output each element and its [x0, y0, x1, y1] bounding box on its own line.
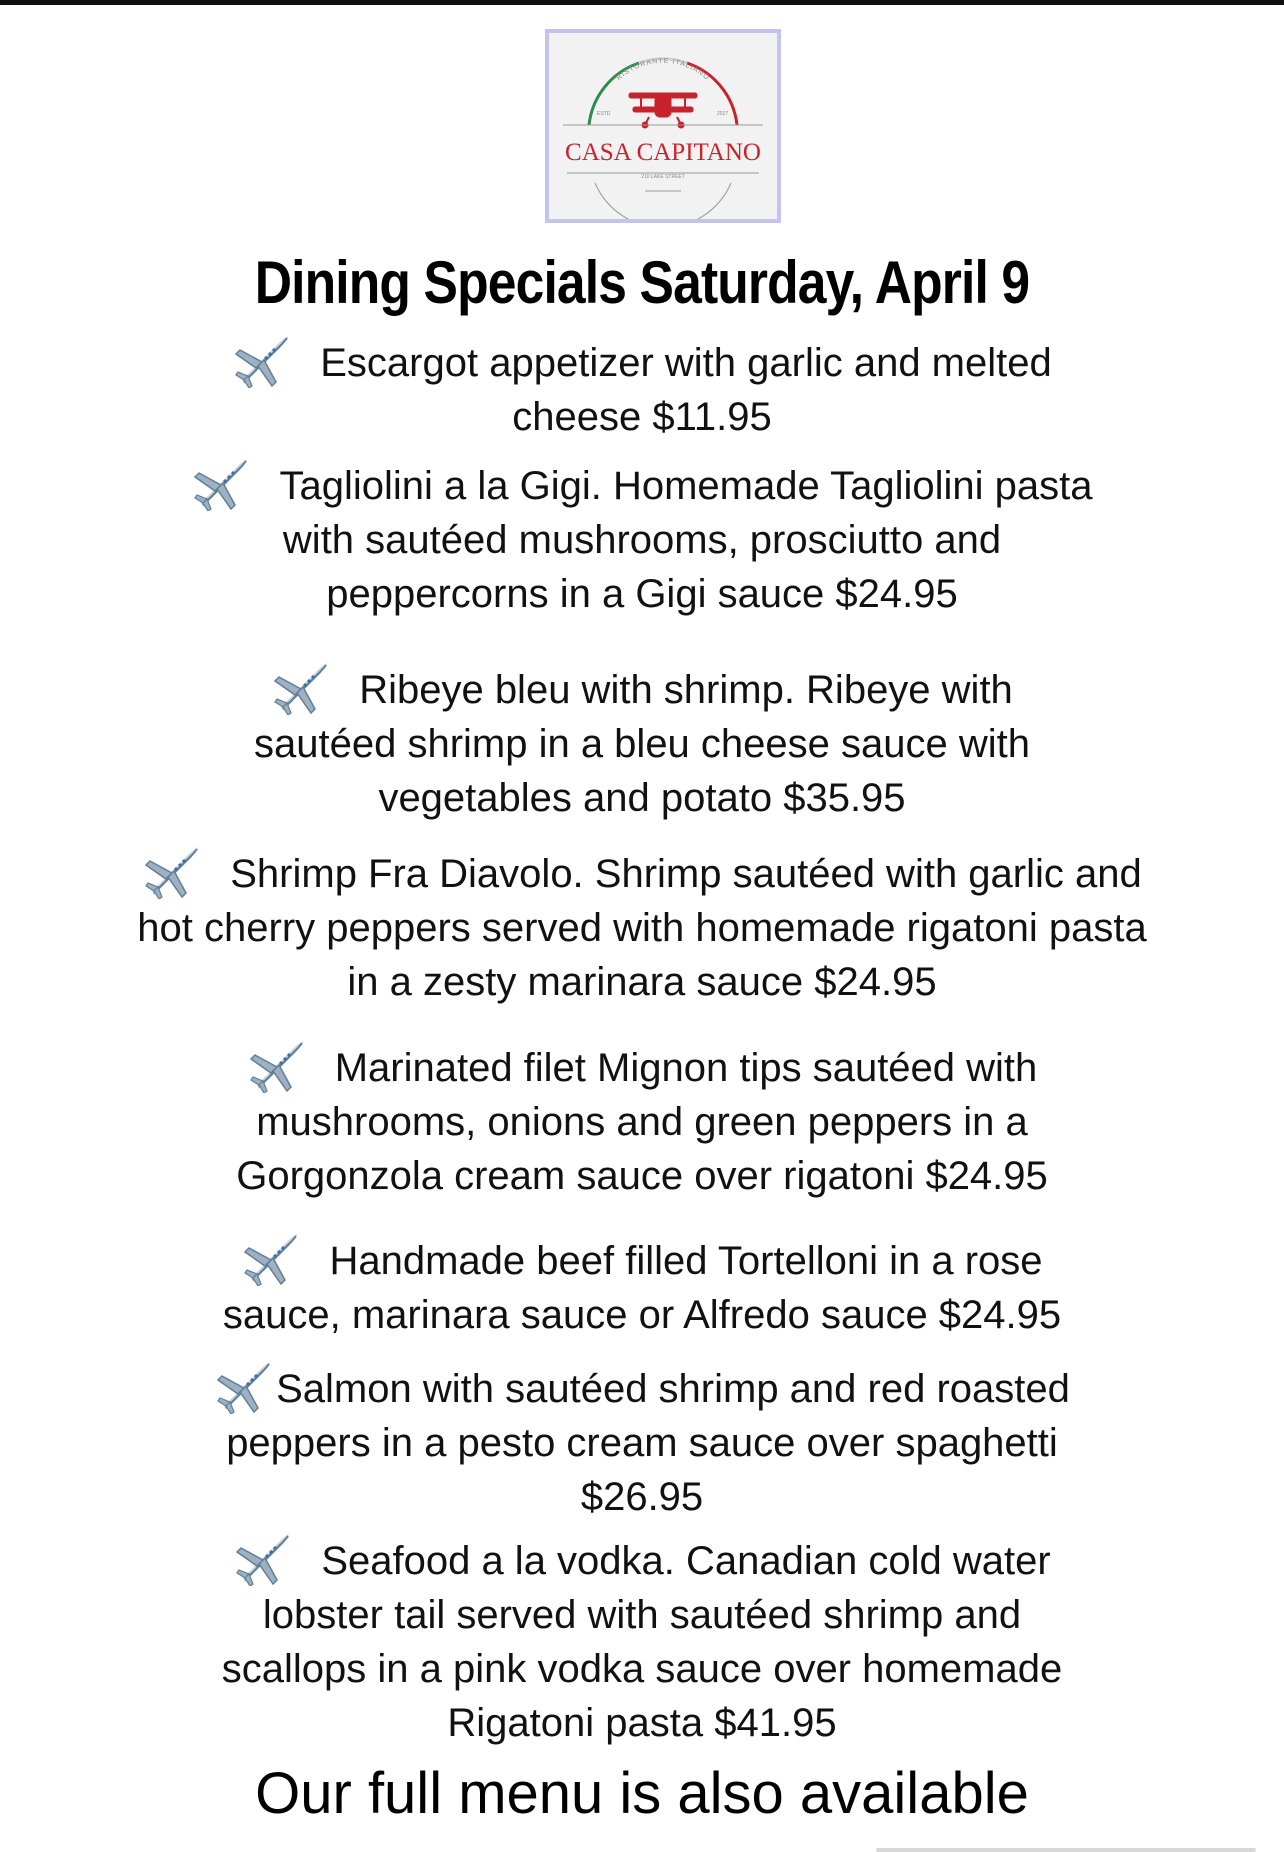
item-line: Handmade beef filled Tortelloni in a rose: [0, 1230, 1284, 1288]
item-line: sautéed shrimp in a bleu cheese sauce with: [253, 722, 1030, 766]
logo-arc-text: RISTORANTE ITALIANO: [615, 57, 711, 83]
item-line: $26.95: [580, 1475, 704, 1519]
special-item: [0, 1530, 1284, 1750]
airplane-emoji-icon: [233, 1530, 293, 1586]
item-line: mushrooms, onions and green peppers in a: [256, 1100, 1028, 1144]
airplane-emoji-icon: [271, 659, 331, 715]
item-line: Seafood a la vodka. Canadian cold water: [0, 1530, 1284, 1588]
item-line: scallops in a pink vodka sauce over homemade: [221, 1647, 1063, 1691]
special-item: [0, 1037, 1284, 1203]
page-title: Dining Specials Saturday, April 9: [254, 249, 1030, 316]
item-line: lobster tail served with sautéed shrimp and: [262, 1593, 1022, 1637]
item-line: Rigatoni pasta $41.95: [447, 1701, 837, 1745]
special-item: [0, 843, 1284, 1009]
special-item: [0, 1230, 1284, 1342]
svg-text:RISTORANTE ITALIANO: [615, 58, 710, 82]
footer-note: Our full menu is also available: [255, 1761, 1029, 1826]
item-line: Gorgonzola cream sauce over rigatoni $24.95: [236, 1154, 1048, 1198]
item-line: cheese $11.95: [512, 395, 772, 439]
item-line: peppercorns in a Gigi sauce $24.95: [326, 572, 958, 616]
top-border: [0, 0, 1284, 5]
item-line: Marinated filet Mignon tips sautéed with: [0, 1037, 1284, 1095]
airplane-emoji-icon: [191, 455, 251, 511]
logo-address: 210 LAKE STREET: [641, 174, 685, 180]
airplane-icon: [629, 93, 697, 128]
logo-left-tag: ESTD: [597, 111, 611, 117]
item-line: vegetables and potato $35.95: [378, 776, 906, 820]
item-line: Tagliolini a la Gigi. Homemade Tagliolini pasta: [0, 455, 1284, 513]
scroll-indicator: [876, 1848, 1256, 1852]
item-line: sauce, marinara sauce or Alfredo sauce $24.95: [222, 1293, 1062, 1337]
airplane-emoji-icon: [214, 1358, 274, 1414]
logo-right-tag: 2017: [717, 111, 729, 117]
item-line: Salmon with sautéed shrimp and red roasted: [0, 1358, 1284, 1416]
special-item: [0, 659, 1284, 825]
item-line: hot cherry peppers served with homemade rigatoni pasta: [137, 906, 1147, 950]
item-line: with sautéed mushrooms, prosciutto and: [282, 518, 1002, 562]
airplane-emoji-icon: [142, 843, 202, 899]
item-line: in a zesty marinara sauce $24.95: [347, 960, 937, 1004]
airplane-emoji-icon: [241, 1230, 301, 1286]
airplane-emoji-icon: [247, 1037, 307, 1093]
item-line: Escargot appetizer with garlic and melted: [0, 332, 1284, 390]
logo-name: CASA CAPITANO: [565, 139, 761, 166]
restaurant-logo: [545, 29, 781, 223]
special-item: [0, 1358, 1284, 1524]
item-line: Shrimp Fra Diavolo. Shrimp sautéed with garlic and: [0, 843, 1284, 901]
item-line: Ribeye bleu with shrimp. Ribeye with: [0, 659, 1284, 717]
airplane-emoji-icon: [232, 332, 292, 388]
item-line: peppers in a pesto cream sauce over spaghetti: [226, 1421, 1058, 1465]
special-item: [0, 455, 1284, 621]
special-item: [0, 332, 1284, 444]
